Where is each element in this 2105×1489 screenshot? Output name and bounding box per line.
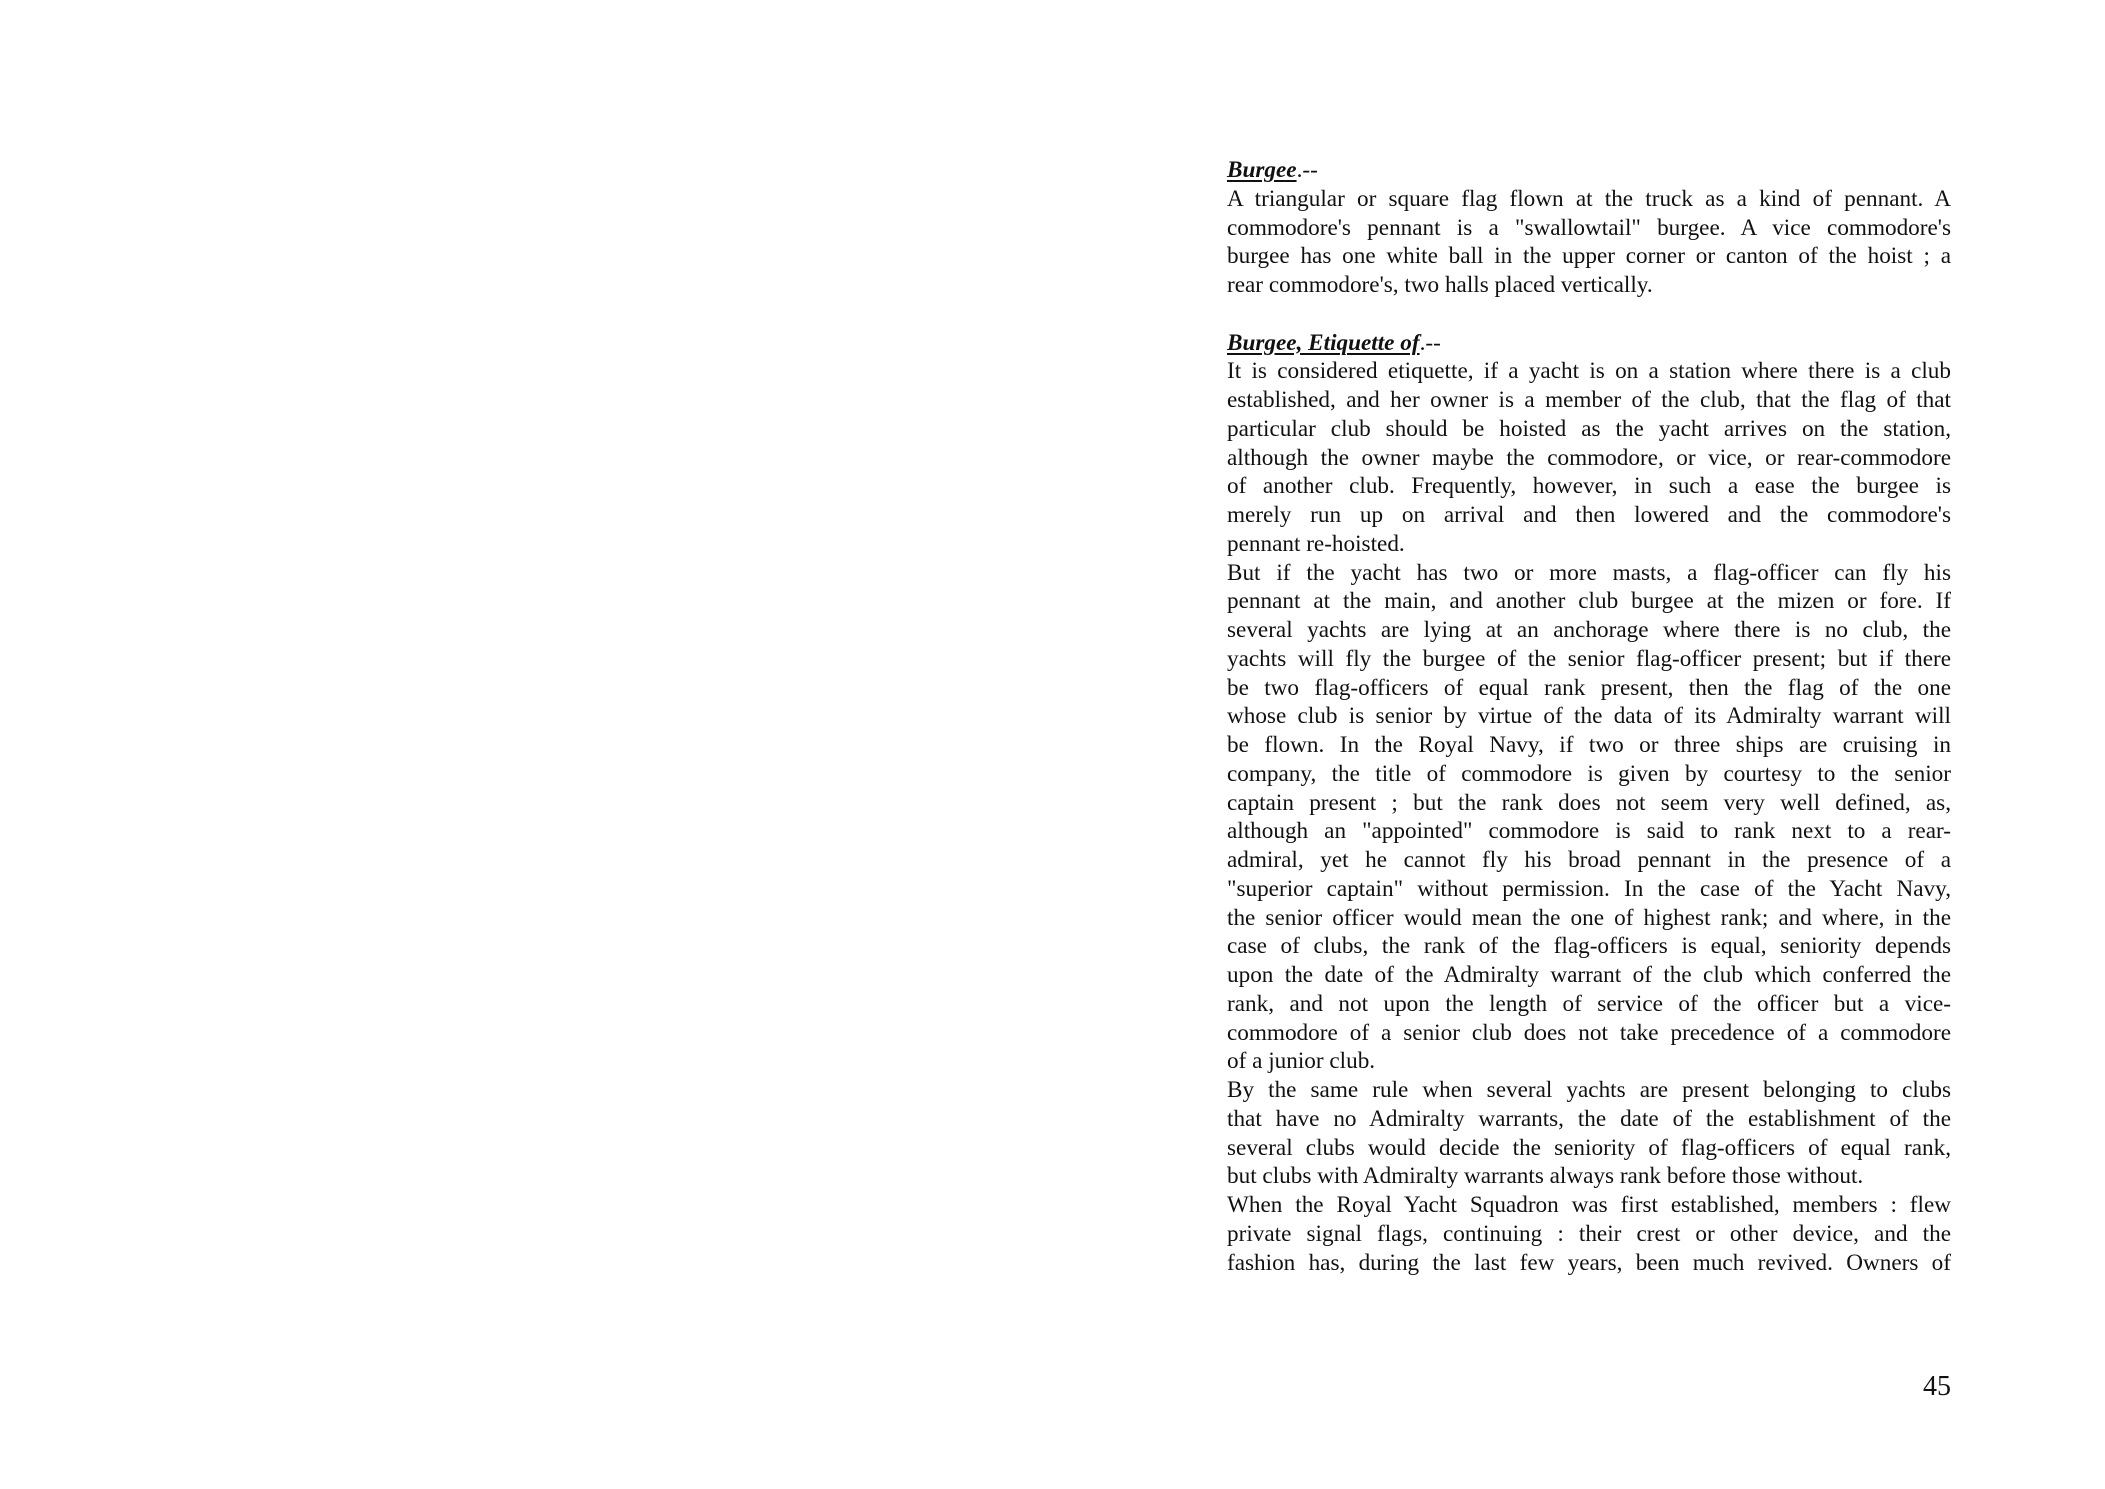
text-line: yachts will fly the burgee of the senior flag-officer present; but if there	[1227, 645, 1951, 672]
text-line: be two flag-officers of equal rank present, then the flag of the one	[1227, 674, 1951, 701]
text-line: case of clubs, the rank of the flag-officers is equal, seniority depends	[1227, 933, 1951, 960]
text-line: A triangular or square flag flown at the truck as a kind of pennant. A	[1227, 185, 1951, 212]
text-line: of a junior club.	[1227, 1048, 1376, 1075]
text-line: although an "appointed" commodore is said to rank next to a rear-	[1227, 818, 1951, 845]
entry-heading-suffix: .--	[1296, 157, 1318, 183]
text-line: rear commodore's, two halls placed vertically.	[1227, 272, 1653, 298]
text-line: but clubs with Admiralty warrants always rank before those without.	[1227, 1163, 1864, 1190]
text-line: burgee has one white ball in the upper corner or canton of the hoist ; a	[1227, 243, 1951, 270]
page-body-text	[1227, 156, 1951, 1277]
text-line: "superior captain" without permission. In the case of the Yacht Navy,	[1227, 875, 1951, 902]
text-line: established, and her owner is a member of the club, that the flag of that	[1227, 387, 1951, 413]
text-line: fashion has, during the last few years, been much revived. Owners of	[1227, 1249, 1951, 1276]
text-line: By the same rule when several yachts are present belonging to clubs	[1227, 1077, 1951, 1103]
text-line: that have no Admiralty warrants, the date of the establishment of the	[1227, 1105, 1951, 1132]
text-line: admiral, yet he cannot fly his broad pennant in the presence of a	[1227, 847, 1951, 873]
text-line: rank, and not upon the length of service of the officer but a vice-	[1227, 990, 1951, 1017]
text-line: private signal flags, continuing : their crest or other device, and the	[1227, 1220, 1951, 1247]
text-line: the senior officer would mean the one of highest rank; and where, in the	[1227, 904, 1951, 931]
text-line: It is considered etiquette, if a yacht is on a station where there is a club	[1227, 358, 1951, 385]
text-line: several yachts are lying at an anchorage where there is no club, the	[1227, 617, 1951, 643]
text-line: commodore of a senior club does not take precedence of a commodore	[1227, 1019, 1951, 1046]
text-line: pennant at the main, and another club burgee at the mizen or fore. If	[1227, 588, 1951, 615]
text-line: company, the title of commodore is given by courtesy to the senior	[1227, 760, 1951, 787]
page-number: 45	[1923, 1371, 1951, 1402]
text-line: pennant re-hoisted.	[1227, 530, 1405, 557]
text-line: captain present ; but the rank does not seem very well defined, as,	[1227, 789, 1951, 816]
text-line: merely run up on arrival and then lowered and the commodore's	[1227, 502, 1951, 528]
entry-heading-term: Burgee	[1227, 157, 1297, 183]
text-line: upon the date of the Admiralty warrant of the club which conferred the	[1227, 962, 1951, 988]
text-line: several clubs would decide the seniority of flag-officers of equal rank,	[1227, 1134, 1951, 1161]
entry-heading-term: Burgee, Etiquette of	[1227, 329, 1420, 356]
text-line: When the Royal Yacht Squadron was first established, members : flew	[1227, 1192, 1951, 1218]
text-line: of another club. Frequently, however, in such a ease the burgee is	[1227, 473, 1951, 500]
entry-heading-burgee	[1227, 156, 1951, 185]
text-line: But if the yacht has two or more masts, a flag-officer can fly his	[1227, 559, 1951, 586]
entry-heading-suffix: .--	[1419, 329, 1441, 356]
text-line: be flown. In the Royal Navy, if two or three ships are cruising in	[1227, 732, 1951, 758]
entry-heading-burgee-etiquette	[1227, 329, 1951, 358]
left-page-blank	[0, 0, 1052, 1489]
text-line: whose club is senior by virtue of the data of its Admiralty warrant will	[1227, 703, 1951, 730]
text-line: commodore's pennant is a "swallowtail" burgee. A vice commodore's	[1227, 214, 1951, 241]
text-line: although the owner maybe the commodore, or vice, or rear-commodore	[1227, 444, 1951, 471]
text-line: particular club should be hoisted as the yacht arrives on the station,	[1227, 415, 1951, 442]
paragraph-gap	[1227, 300, 1951, 329]
